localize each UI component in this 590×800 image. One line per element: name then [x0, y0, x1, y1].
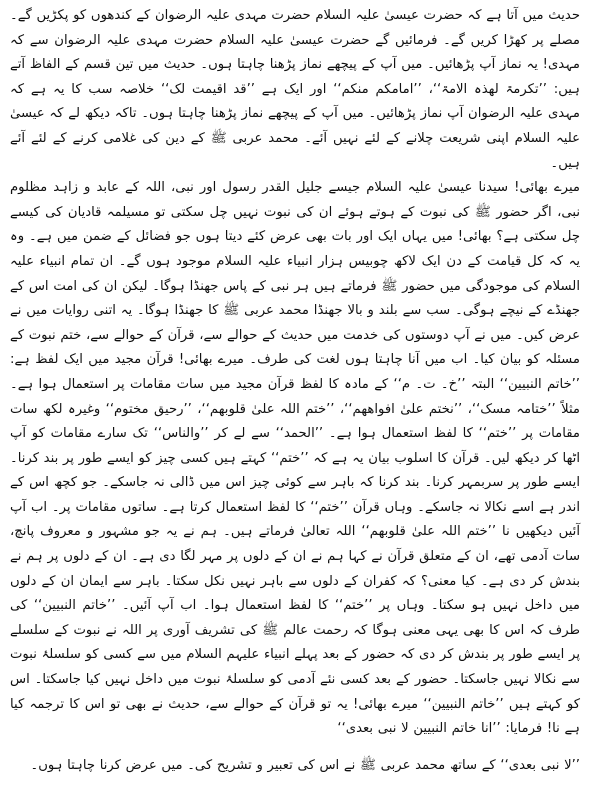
paragraph-la-nabi-badi: ’’لا نبی بعدی‘‘ کے ساتھ محمد عربی ﷺ نے اس کی تعبیر و تشریح کی۔ میں عرض کرنا چاہتا ہوں۔ [30, 757, 580, 773]
paragraph-mahdi-prayer: حدیث میں آتا ہے کہ حضرت عیسیٰ علیہ السلام حضرت مہدی علیہ الرضوان کے کندھوں کو پکڑیں گے۔ مصلے پر کھڑا کریں گے۔ فرمائیں گے حضرت عیسیٰ علیہ السلام حضرت مہدی علیہ الرضوان سے کہ مہدی! یہ نماز آپ پڑھائیں۔ میں آپ کے پیچھے نماز پڑھنا چاہتا ہوں۔ حدیث میں تین قسم کے الفاظ آتے ہیں: ’’تکرمۃ لھذہ الامۃ‘‘، ’’امامکم منکم‘‘ اور ایک ہے ’’قد اقیمت لک‘‘ خلاصہ سب کا یہ ہے کہ مہدی علیہ الرضوان آپ نماز پڑھائیں۔ میں آپ کے پیچھے نماز پڑھنا چاہتا ہوں۔ تاکہ دیکھ لے کہ عیسیٰ علیہ السلام اپنی شریعت چلانے کے لئے نہیں آئے۔ محمد عربی ﷺ کے دین کی غلامی کرنے کے لئے آئے ہیں۔ [10, 8, 580, 171]
paragraph-khatm-nubuwwat: میرے بھائی! سیدنا عیسیٰ علیہ السلام جیسے جلیل القدر رسول اور نبی، اللہ کے عابد و زاہد مظلوم نبی، اگر حضور ﷺ کی نبوت کے ہوتے ہوئے ان کی نبوت نہیں چل سکتی تو مسیلمہ قادیان کی کیسے چل سکتی ہے؟ بھائی! میں یہاں ایک اور بات بھی عرض کئے دیتا ہوں جو فضائل کے ضمن میں ہے۔ وہ یہ کہ کل قیامت کے دن ایک لاکھ چوبیس ہزار انبیاء علیہ السلام موجود ہوں گے۔ ان تمام انبیاء علیہ السلام کی موجودگی میں حضور ﷺ فرماتے ہیں ہر نبی کے پاس جھنڈا ہوگا۔ لیکن ان کی امت اس کے جھنڈے کے نیچے ہوگی۔ سب سے بلند و بالا جھنڈا محمد عربی ﷺ کا جھنڈا ہوگا۔ یہ اتنی روایات میں نے عرض کیں۔ میں نے آپ دوستوں کی خدمت میں حدیث کے حوالے سے، قرآن کے حوالے سے، ختم نبوت کے مسئلہ کو بیان کیا۔ اب میں آنا چاہتا ہوں لغت کی طرف۔ میرے بھائی! قرآن مجید میں ایک لفظ ہے: ’’خاتم النبیین‘‘ البتہ ’’خ۔ ت۔ م‘‘ کے مادہ کا لفظ قرآن مجید میں سات مقامات پر استعمال ہوا ہے۔ مثلاً ’’ختامہ مسک‘‘، ’’نختم علیٰ افواھھم‘‘، ’’ختم اللہ علیٰ قلوبھم‘‘، ’’رحیق مختوم‘‘ وغیرہ لکھ سات مقامات پر ’’ختم‘‘ کا لفظ استعمال ہوا ہے۔ ’’الحمد‘‘ سے لے کر ’’والناس‘‘ تک سارے مقامات کو آپ اٹھا کر دیکھ لیں۔ قرآن کا اسلوب بیان یہ ہے کہ ’’ختم‘‘ کہتے ہیں کسی چیز کو ایسے طور پر بند کرنا۔ ایسے طور پر سربمہر کرنا۔ بند کرنا کہ باہر سے کوئی چیز اس میں ڈالی نہ جاسکے۔ جو کچھ اس کے اندر ہے اسے نکالا نہ جاسکے۔ وہاں قرآن ’’ختم‘‘ کا لفظ استعمال کرتا ہے۔ ساتوں مقامات پر۔ اب آپ آئیں دیکھیں نا ’’ختم اللہ علیٰ قلوبھم‘‘ اللہ تعالیٰ فرماتے ہیں۔ ہم نے یہ جو مشہور و معروف پانچ، سات آدمی تھے، ان کے متعلق قرآن نے کہا ہم نے ان کے دلوں پر مہر لگا دی ہے۔ ان کے دلوں پر ہم نے بندش کر دی ہے۔ کیا معنی؟ کہ کفران کے دلوں سے باہر نہیں نکل سکتا۔ باہر سے ایمان ان کے دلوں میں داخل نہیں ہو سکتا۔ وہاں پر ’’ختم‘‘ کا لفظ استعمال ہوا۔ اب آپ آئیں۔ ’’خاتم النبیین‘‘ کی طرف کہ اس کا بھی یہی معنی ہوگا کہ رحمت عالم ﷺ کی تشریف آوری پر اللہ نے نبوت کے سلسلے پر ایسے طور پر بندش کر دی کہ حضور کے بعد پہلے انبیاء علیہم السلام میں سے کسی کو سلسلۂ نبوت سے نکالا نہیں جاسکتا۔ حضور کے بعد کسی نئے آدمی کو سلسلۂ نبوت میں داخل نہیں کیا جاسکتا۔ اس کو کہتے ہیں ’’خاتم النبیین‘‘ میرے بھائی! یہ تو قرآن کے حوالے سے، حدیث نے بھی تو اس کا ترجمہ کیا ہے نا! فرمایا: ’’انا خاتم النبیین لا نبی بعدی‘‘ [10, 180, 580, 737]
paragraph-gap [10, 742, 580, 754]
